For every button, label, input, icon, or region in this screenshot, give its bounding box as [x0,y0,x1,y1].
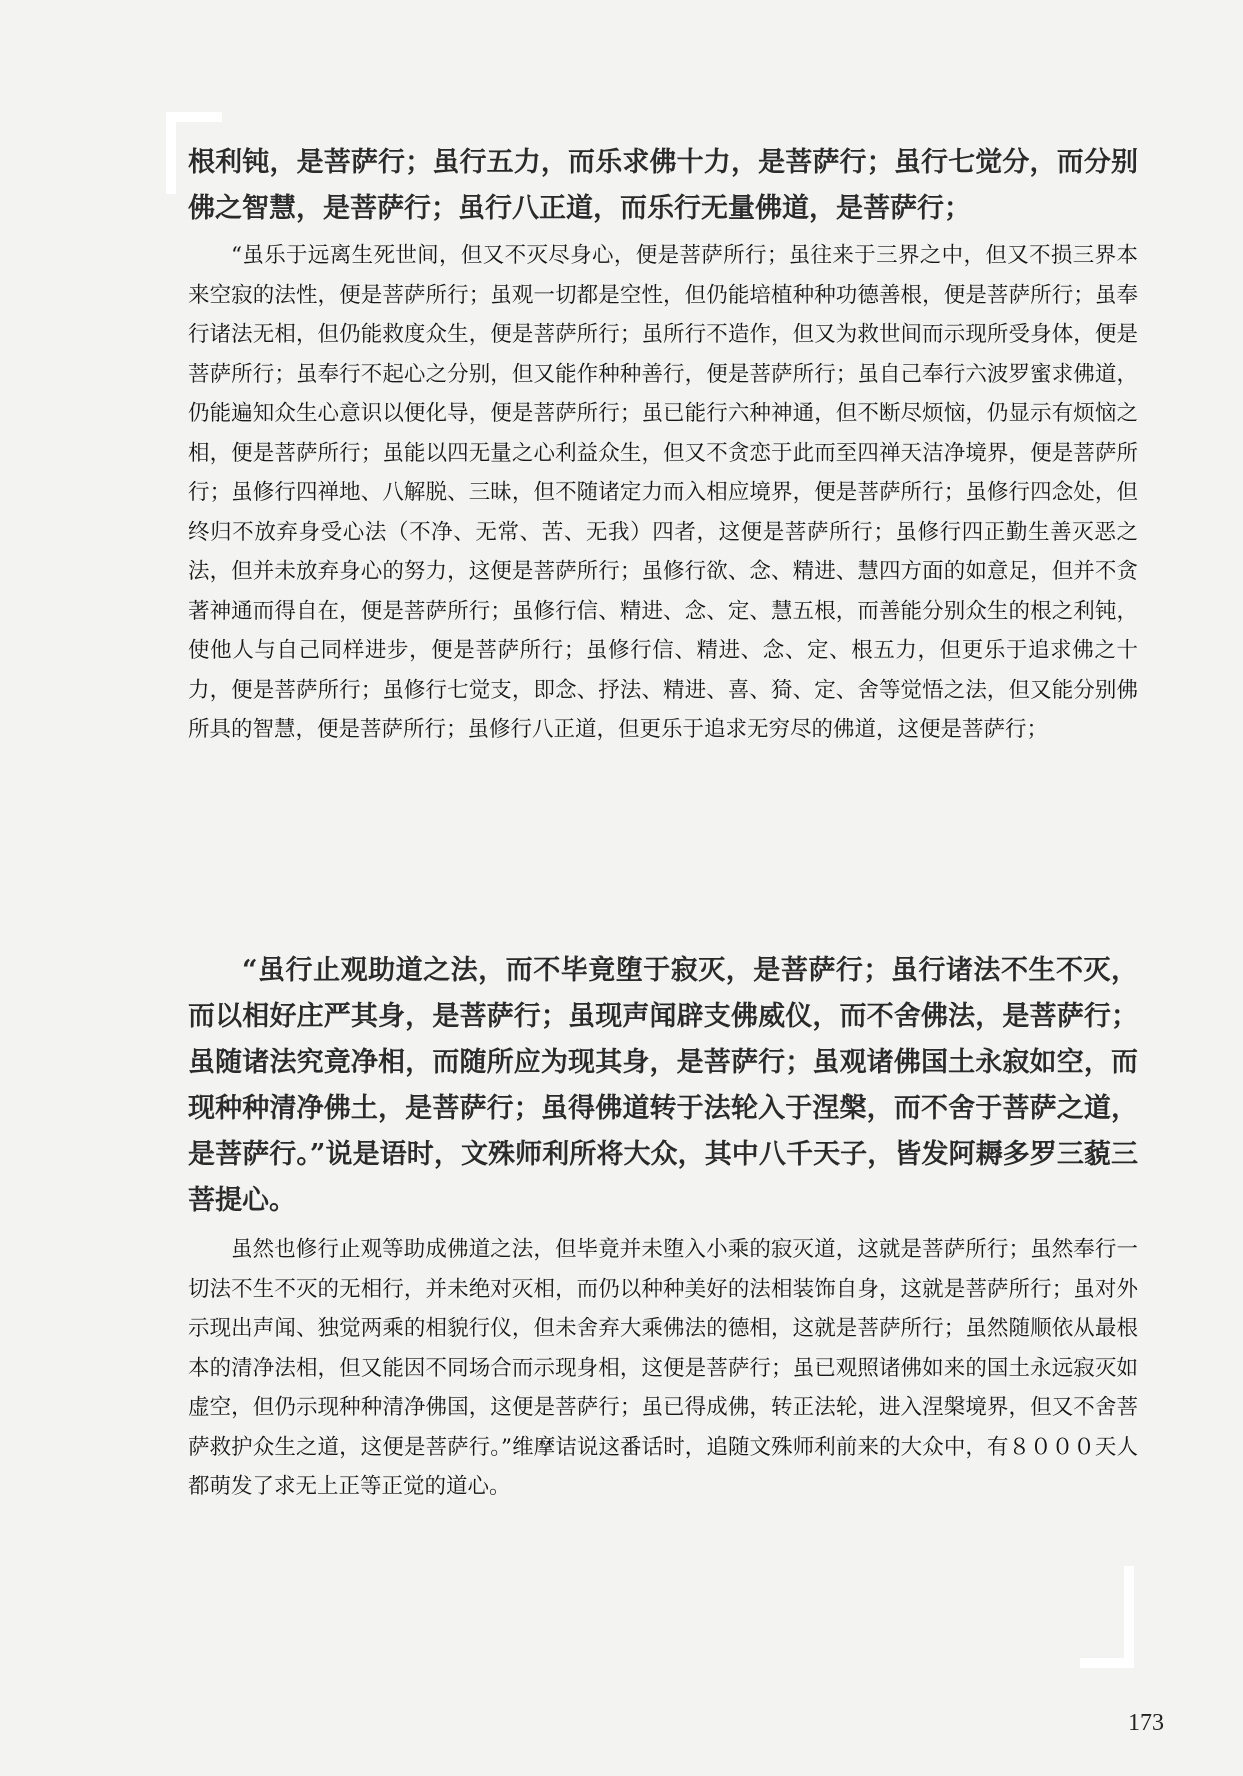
original-text-continued [188,140,1138,232]
original-text-block-2 [188,948,1138,1224]
paragraph-translation-2: 虽然也修行止观等助成佛道之法，但毕竟并未堕入小乘的寂灭道，这就是菩萨所行；虽然奉行一切法不生不灭的无相行，并未绝对灭相，而仍以种种美好的法相装饰自身，这就是菩萨所行；虽对外示现出声闻、独觉两乘的相貌行仪，但未舍弃大乘佛法的德相，这就是菩萨所行；虽然随顺依从最根本的清净法相，但又能因不同场合而示现身相，这便是菩萨行；虽已观照诸佛如来的国土永远寂灭如虚空，但仍示现种种清净佛国，这便是菩萨行；虽已得成佛，转正法轮，进入涅槃境界，但又不舍菩萨救护众生之道，这便是菩萨行。”维摩诘说这番话时，追随文殊师利前来的大众中，有８０００天人都萌发了求无上正等正觉的道心。 [188,1237,1138,1499]
paragraph-original-2: “虽行止观助道之法，而不毕竟堕于寂灭，是菩萨行；虽行诸法不生不灭，而以相好庄严其身，是菩萨行；虽现声闻辟支佛威仪，而不舍佛法，是菩萨行；虽随诸法究竟净相，而随所应为现其身，是菩萨行；虽观诸佛国土永寂如空，而现种种清净佛土，是菩萨行；虽得佛道转于法轮入于涅槃，而不舍于菩萨之道，是菩萨行。”说是语时，文殊师利所将大众，其中八千天子，皆发阿耨多罗三藐三菩提心。 [188,955,1138,1216]
page-number: 173 [1128,1710,1164,1736]
paragraph-translation-1: “虽乐于远离生死世间，但又不灭尽身心，便是菩萨所行；虽往来于三界之中，但又不损三界本来空寂的法性，便是菩萨所行；虽观一切都是空性，但仍能培植种种功德善根，便是菩萨所行；虽奉行诸法无相，但仍能救度众生，便是菩萨所行；虽所行不造作，但又为救世间而示现所受身体，便是菩萨所行；虽奉行不起心之分别，但又能作种种善行，便是菩萨所行；虽自己奉行六波罗蜜求佛道，仍能遍知众生心意识以便化导，便是菩萨所行；虽已能行六种神通，但不断尽烦恼，仍显示有烦恼之相，便是菩萨所行；虽能以四无量之心利益众生，但又不贪恋于此而至四禅天洁净境界，便是菩萨所行；虽修行四禅地、八解脱、三昧，但不随诸定力而入相应境界，便是菩萨所行；虽修行四念处，但终归不放弃身受心法（不净、无常、苦、无我）四者，这便是菩萨所行；虽修行四正勤生善灭恶之法，但并未放弃身心的努力，这便是菩萨所行；虽修行欲、念、精进、慧四方面的如意足，但并不贪著神通而得自在，便是菩萨所行；虽修行信、精进、念、定、慧五根，而善能分别众生的根之利钝，使他人与自己同样进步，便是菩萨所行；虽修行信、精进、念、定、根五力，但更乐于追求佛之十力，便是菩萨所行；虽修行七觉支，即念、抒法、精进、喜、猗、定、舍等觉悟之法，但又能分别佛所具的智慧，便是菩萨所行；虽修行八正道，但更乐于追求无穷尽的佛道，这便是菩萨行； [188,243,1138,742]
corner-bracket-bottom-right [1080,1566,1134,1668]
translation-block-1 [188,236,1138,750]
translation-block-2 [188,1230,1138,1507]
paragraph-original-1: 根利钝，是菩萨行；虽行五力，而乐求佛十力，是菩萨行；虽行七觉分，而分别佛之智慧，是菩萨行；虽行八正道，而乐行无量佛道，是菩萨行； [188,147,1138,224]
